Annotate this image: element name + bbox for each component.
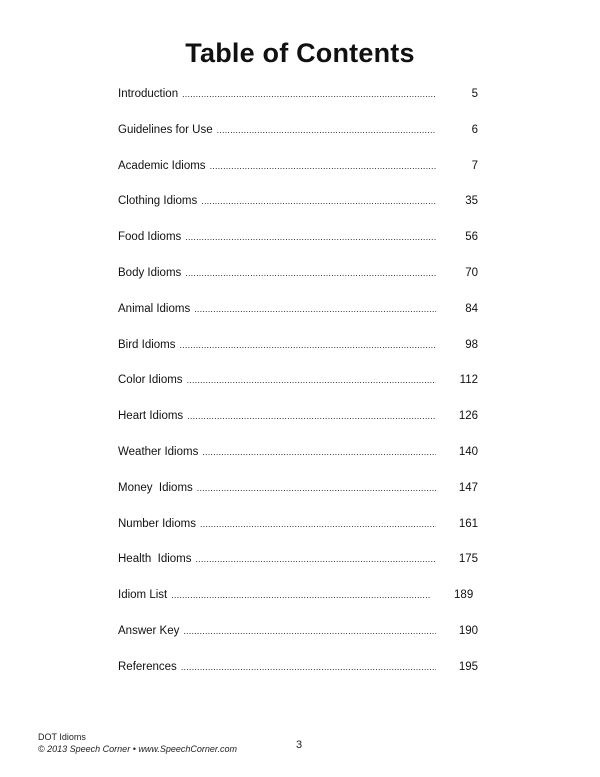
entry-title: Bird Idioms bbox=[118, 338, 176, 351]
toc-entry-clothing bbox=[118, 195, 478, 231]
entry-title: Color Idioms bbox=[118, 374, 183, 387]
footer-credits bbox=[38, 731, 237, 755]
dot-leader bbox=[180, 340, 436, 350]
entry-page: 147 bbox=[458, 481, 478, 494]
toc-entry-money bbox=[118, 482, 478, 518]
entry-page: 70 bbox=[465, 266, 478, 279]
toc-entry-color bbox=[118, 374, 478, 410]
entry-title: Heart Idioms bbox=[118, 410, 184, 423]
toc-entry-health bbox=[118, 553, 478, 589]
dot-leader bbox=[187, 411, 436, 421]
entry-page: 84 bbox=[465, 302, 478, 315]
dot-leader bbox=[200, 519, 436, 529]
dot-leader bbox=[196, 554, 436, 564]
dot-leader bbox=[185, 232, 436, 242]
entry-title: Food Idioms bbox=[118, 231, 182, 244]
toc-entry-food bbox=[118, 231, 478, 267]
entry-title: References bbox=[118, 660, 177, 673]
dot-leader bbox=[187, 375, 436, 385]
dot-leader bbox=[202, 447, 436, 457]
dot-leader bbox=[197, 483, 436, 493]
entry-page: 195 bbox=[458, 660, 478, 673]
toc-entry-heart bbox=[118, 410, 478, 446]
toc-entry-academic bbox=[118, 160, 478, 196]
toc-entry-idiom-list bbox=[118, 589, 478, 625]
entry-page: 161 bbox=[458, 517, 478, 530]
toc-entry-guidelines bbox=[118, 124, 478, 160]
toc-entry-references bbox=[118, 661, 478, 697]
toc-entry-introduction bbox=[118, 88, 478, 124]
entry-title: Animal Idioms bbox=[118, 302, 191, 315]
entry-page: 189 bbox=[454, 589, 474, 602]
toc-entry-body bbox=[118, 267, 478, 303]
toc-entry-bird bbox=[118, 339, 478, 375]
dot-leader bbox=[210, 161, 436, 171]
toc-entry-animal bbox=[118, 303, 478, 339]
entry-title: Money Idioms bbox=[118, 481, 193, 494]
dot-leader bbox=[217, 125, 436, 135]
dot-leader bbox=[181, 662, 436, 672]
toc-entry-answer-key bbox=[118, 625, 478, 661]
entry-title: Introduction bbox=[118, 88, 179, 100]
entry-title: Guidelines for Use bbox=[118, 123, 213, 136]
entry-page: 126 bbox=[458, 410, 478, 423]
entry-page: 112 bbox=[459, 374, 478, 387]
entry-page: 35 bbox=[465, 195, 478, 208]
entry-title: Answer Key bbox=[118, 624, 180, 637]
entry-title: Weather Idioms bbox=[118, 445, 199, 458]
dot-leader bbox=[185, 268, 436, 278]
entry-page: 6 bbox=[471, 123, 478, 136]
entry-page: 56 bbox=[465, 231, 478, 244]
footer-copyright: © 2013 Speech Corner • www.SpeechCorner.com bbox=[38, 744, 238, 754]
dot-leader bbox=[201, 196, 436, 206]
dot-leader bbox=[171, 590, 431, 600]
entry-title: Idiom List bbox=[118, 589, 168, 602]
entry-page: 140 bbox=[458, 445, 478, 458]
entry-page: 175 bbox=[458, 553, 478, 566]
entry-title: Academic Idioms bbox=[118, 159, 206, 172]
entry-page: 98 bbox=[465, 338, 478, 351]
dot-leader bbox=[194, 304, 436, 314]
page-title: Table of Contents bbox=[185, 38, 415, 68]
dot-leader bbox=[182, 89, 436, 99]
entry-title: Body Idioms bbox=[118, 266, 182, 279]
page-number: 3 bbox=[296, 739, 303, 751]
entry-page: 5 bbox=[471, 88, 478, 100]
entry-page: 7 bbox=[471, 159, 478, 172]
toc-entry-weather bbox=[118, 446, 478, 482]
toc-entry-number bbox=[118, 518, 478, 554]
entry-title: Health Idioms bbox=[118, 553, 192, 566]
footer-series: DOT Idioms bbox=[38, 732, 86, 742]
entry-title: Clothing Idioms bbox=[118, 195, 198, 208]
table-of-contents bbox=[118, 88, 478, 697]
entry-title: Number Idioms bbox=[118, 517, 196, 530]
dot-leader bbox=[183, 626, 436, 636]
entry-page: 190 bbox=[458, 624, 478, 637]
